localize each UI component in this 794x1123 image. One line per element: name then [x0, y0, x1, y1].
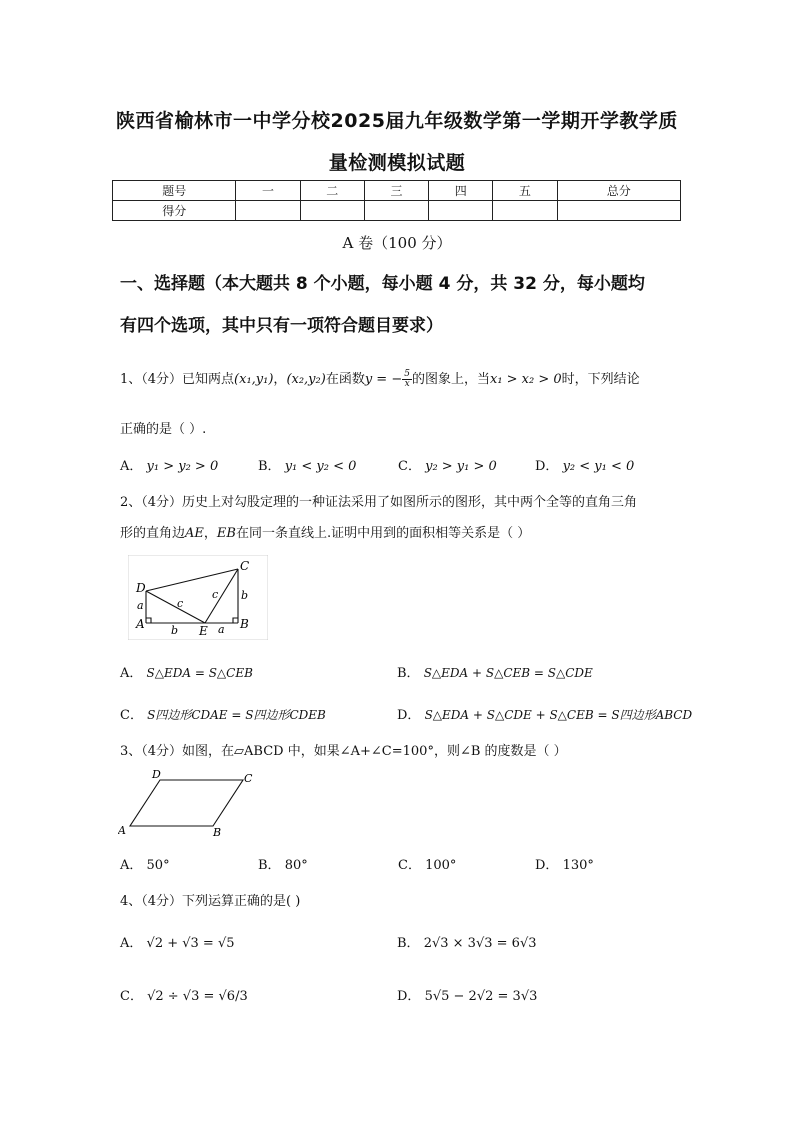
page-title-line1: 陕西省榆林市一中学分校2025届九年级数学第一学期开学教学质: [116, 110, 678, 132]
score-table-header-cell: 三: [364, 181, 428, 201]
q2-option-a[interactable]: A． S△EDA = S△CEB: [120, 666, 253, 681]
question-2-stem-line2: 形的直角边AE，EB在同一条直线上.证明中用到的面积相等关系是（ ）: [120, 526, 531, 541]
figure-label-C: C: [240, 559, 250, 573]
part1-heading-line2: 有四个选项，其中只有一项符合题目要求）: [120, 316, 443, 336]
figure-label-a-bottom: a: [218, 623, 225, 636]
figure-label-b-right: b: [241, 589, 249, 602]
question-1-stem: 1、（4分）已知两点(x₁,y₁)，(x₂,y₂)在函数y = − $\frac{5}{x}$ 的图象上，当x₁ > x₂ > 0时，下列结论: [120, 369, 640, 389]
score-table-header-cell: 五: [493, 181, 557, 201]
question-2-stem-line1: 2、（4分）历史上对勾股定理的一种证法采用了如图所示的图形，其中两个全等的直角三角: [120, 495, 638, 510]
q3-option-a[interactable]: A． 50°: [120, 858, 170, 873]
score-cell[interactable]: [429, 201, 493, 221]
figure-label-b-bottom: b: [171, 624, 179, 637]
q4-option-d[interactable]: D． 5√5 − 2√2 = 3√3: [397, 989, 538, 1004]
q1-option-b[interactable]: B． y₁ < y₂ < 0: [258, 459, 357, 474]
score-table-header-cell: 四: [429, 181, 493, 201]
section-a-heading: A 卷（100 分）: [342, 234, 452, 252]
figure-label-E: E: [199, 624, 208, 638]
figure-label-A: A: [118, 824, 126, 837]
parallelogram-figure: [118, 768, 258, 840]
figure-label-D: D: [136, 581, 146, 595]
question-3-stem: 3、（4分）如图，在▱ABCD 中，如果∠A+∠C=100°，则∠B 的度数是（ ）: [120, 744, 567, 759]
q3-option-d[interactable]: D． 130°: [535, 858, 594, 873]
score-table-score-row: [113, 201, 681, 221]
question-1-stem-line2: 正确的是（ ）.: [120, 422, 207, 437]
figure-label-c-right: c: [212, 588, 219, 601]
q3-option-b[interactable]: B． 80°: [258, 858, 308, 873]
question-4-stem: 4、（4分）下列运算正确的是( ): [120, 894, 301, 909]
pythagorean-trapezoid-figure: [128, 555, 268, 640]
score-cell[interactable]: [364, 201, 428, 221]
figure-label-A: A: [136, 617, 145, 631]
figure-label-B: B: [213, 826, 222, 839]
score-table-header-row: [113, 181, 681, 201]
figure-label-c-left: c: [177, 597, 184, 610]
q4-option-c[interactable]: C． √2 ÷ √3 = √6/3: [120, 989, 248, 1004]
q1-option-d[interactable]: D． y₂ < y₁ < 0: [535, 459, 635, 474]
page-title-line2: 量检测模拟试题: [328, 152, 466, 174]
score-table-header-cell: 题号: [113, 181, 236, 201]
score-cell[interactable]: [300, 201, 364, 221]
q2-option-d[interactable]: D． S△EDA + S△CDE + S△CEB = S四边形ABCD: [397, 708, 693, 723]
score-table-header-cell: 二: [300, 181, 364, 201]
score-cell[interactable]: [493, 201, 557, 221]
score-table-header-cell: 一: [236, 181, 300, 201]
score-table-header-cell: 总分: [557, 181, 680, 201]
figure-label-D: D: [152, 768, 161, 781]
score-cell[interactable]: [236, 201, 300, 221]
q4-option-b[interactable]: B． 2√3 × 3√3 = 6√3: [397, 936, 537, 951]
q2-option-b[interactable]: B． S△EDA + S△CEB = S△CDE: [397, 666, 593, 681]
q1-option-a[interactable]: A． y₁ > y₂ > 0: [120, 459, 219, 474]
score-cell[interactable]: [557, 201, 680, 221]
fraction-5-over-x: $\frac{5}{x}$: [404, 369, 410, 389]
q4-option-a[interactable]: A． √2 + √3 = √5: [120, 936, 235, 951]
score-table: [112, 180, 681, 221]
q3-option-c[interactable]: C． 100°: [398, 858, 457, 873]
figure-label-C: C: [244, 772, 253, 785]
score-row-label: 得分: [113, 201, 236, 221]
figure-label-a-left: a: [137, 599, 144, 612]
q1-option-c[interactable]: C． y₂ > y₁ > 0: [398, 459, 497, 474]
figure-label-B: B: [240, 617, 249, 631]
part1-heading-line1: 一、选择题（本大题共 8 个小题，每小题 4 分，共 32 分，每小题均: [120, 274, 645, 294]
q2-option-c[interactable]: C． S四边形CDAE = S四边形CDEB: [120, 708, 326, 723]
